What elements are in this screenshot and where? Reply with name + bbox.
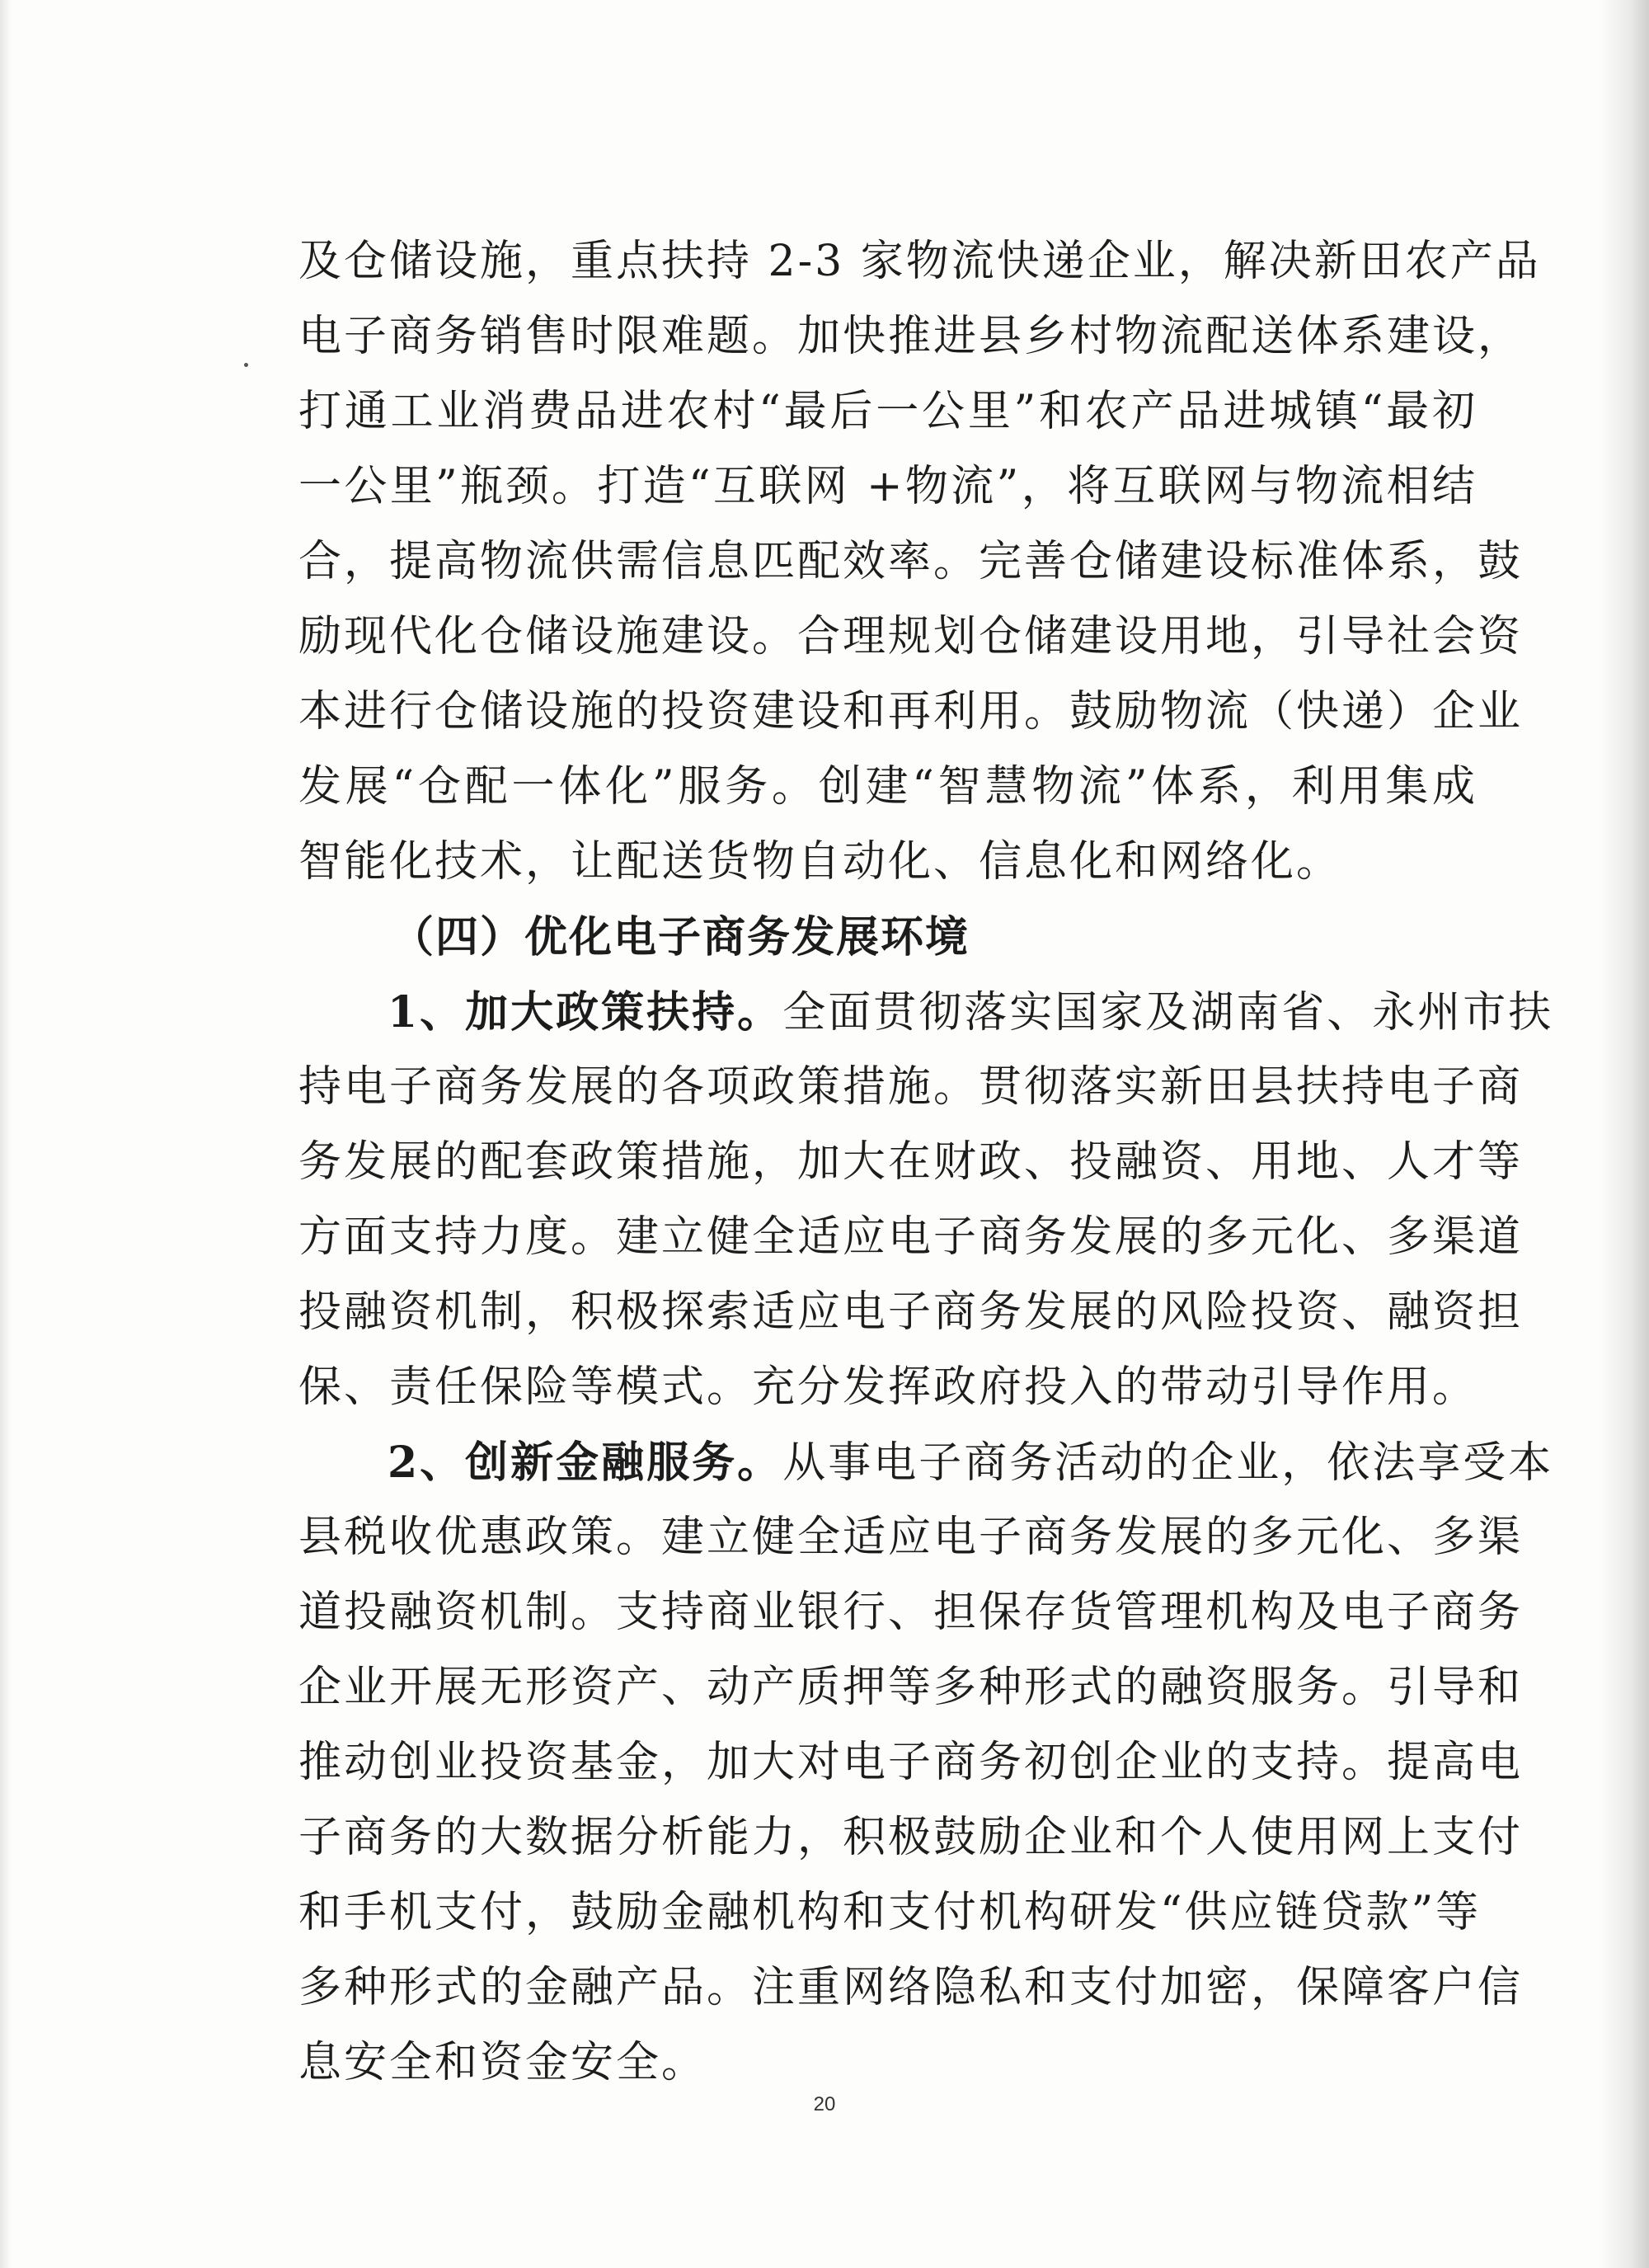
page-right-shadow — [1600, 0, 1649, 2268]
item2-line: 道投融资机制。支持商业银行、担保存货管理机构及电子商务 — [298, 1588, 1524, 1637]
item2-line: 和手机支付，鼓励金融机构和支付机构研发“供应链贷款”等 — [298, 1888, 1482, 1937]
body-line: 发展“仓配一体化”服务。创建“智慧物流”体系，利用集成 — [298, 762, 1478, 812]
body-line: 电子商务销售时限难题。加快推进县乡村物流配送体系建设， — [298, 312, 1524, 361]
scan-speck — [244, 363, 248, 367]
item2-line: 子商务的大数据分析能力，积极鼓励企业和个人使用网上支付 — [298, 1813, 1524, 1862]
item1-first-line-text: 全面贯彻落实国家及湖南省、永州市扶 — [782, 988, 1554, 1038]
section-heading: （四）优化电子商务发展环境 — [391, 912, 970, 962]
item2-line: 多种形式的金融产品。注重网络隐私和支付加密，保障客户信 — [298, 1963, 1524, 2012]
item2-first-line — [298, 1425, 1554, 1500]
item2-line: 推动创业投资基金，加大对电子商务初创企业的支持。提高电 — [298, 1738, 1524, 1787]
body-line: 打通工业消费品进农村“最后一公里”和农产品进城镇“最初 — [298, 387, 1478, 436]
item1-line: 务发展的配套政策措施，加大在财政、投融资、用地、人才等 — [298, 1137, 1524, 1187]
body-line: 励现代化仓储设施建设。合理规划仓储建设用地，引导社会资 — [298, 612, 1524, 661]
item1-line: 持电子商务发展的各项政策措施。贯彻落实新田县扶持电子商 — [298, 1062, 1524, 1112]
item2-line: 县税收优惠政策。建立健全适应电子商务发展的多元化、多渠 — [298, 1513, 1524, 1562]
item1-line: 投融资机制，积极探索适应电子商务发展的风险投资、融资担 — [298, 1287, 1524, 1337]
body-line: 合，提高物流供需信息匹配效率。完善仓储建设标准体系，鼓 — [298, 537, 1524, 586]
document-body — [298, 224, 1554, 2101]
body-line: 一公里”瓶颈。打造“互联网 +物流”，将互联网与物流相结 — [298, 462, 1478, 511]
item2-line: 息安全和资金安全。 — [298, 2038, 707, 2087]
body-line: 本进行仓储设施的投资建设和再利用。鼓励物流（快递）企业 — [298, 687, 1524, 736]
page-number: 20 — [813, 2093, 836, 2115]
item1-title: 1、加大政策扶持。 — [388, 987, 783, 1038]
page-left-shadow — [0, 0, 12, 2268]
item1-first-line — [298, 975, 1554, 1050]
item1-line: 方面支持力度。建立健全适应电子商务发展的多元化、多渠道 — [298, 1212, 1524, 1262]
body-line: 智能化技术，让配送货物自动化、信息化和网络化。 — [298, 837, 1342, 887]
item1-line: 保、责任保险等模式。充分发挥政府投入的带动引导作用。 — [298, 1362, 1478, 1412]
body-line: 及仓储设施，重点扶持 2-3 家物流快递企业，解决新田农产品 — [298, 237, 1541, 286]
item2-title: 2、创新金融服务。 — [388, 1437, 783, 1488]
item2-line: 企业开展无形资产、动产质押等多种形式的融资服务。引导和 — [298, 1663, 1524, 1712]
item2-first-line-text: 从事电子商务活动的企业，依法享受本 — [782, 1438, 1554, 1488]
